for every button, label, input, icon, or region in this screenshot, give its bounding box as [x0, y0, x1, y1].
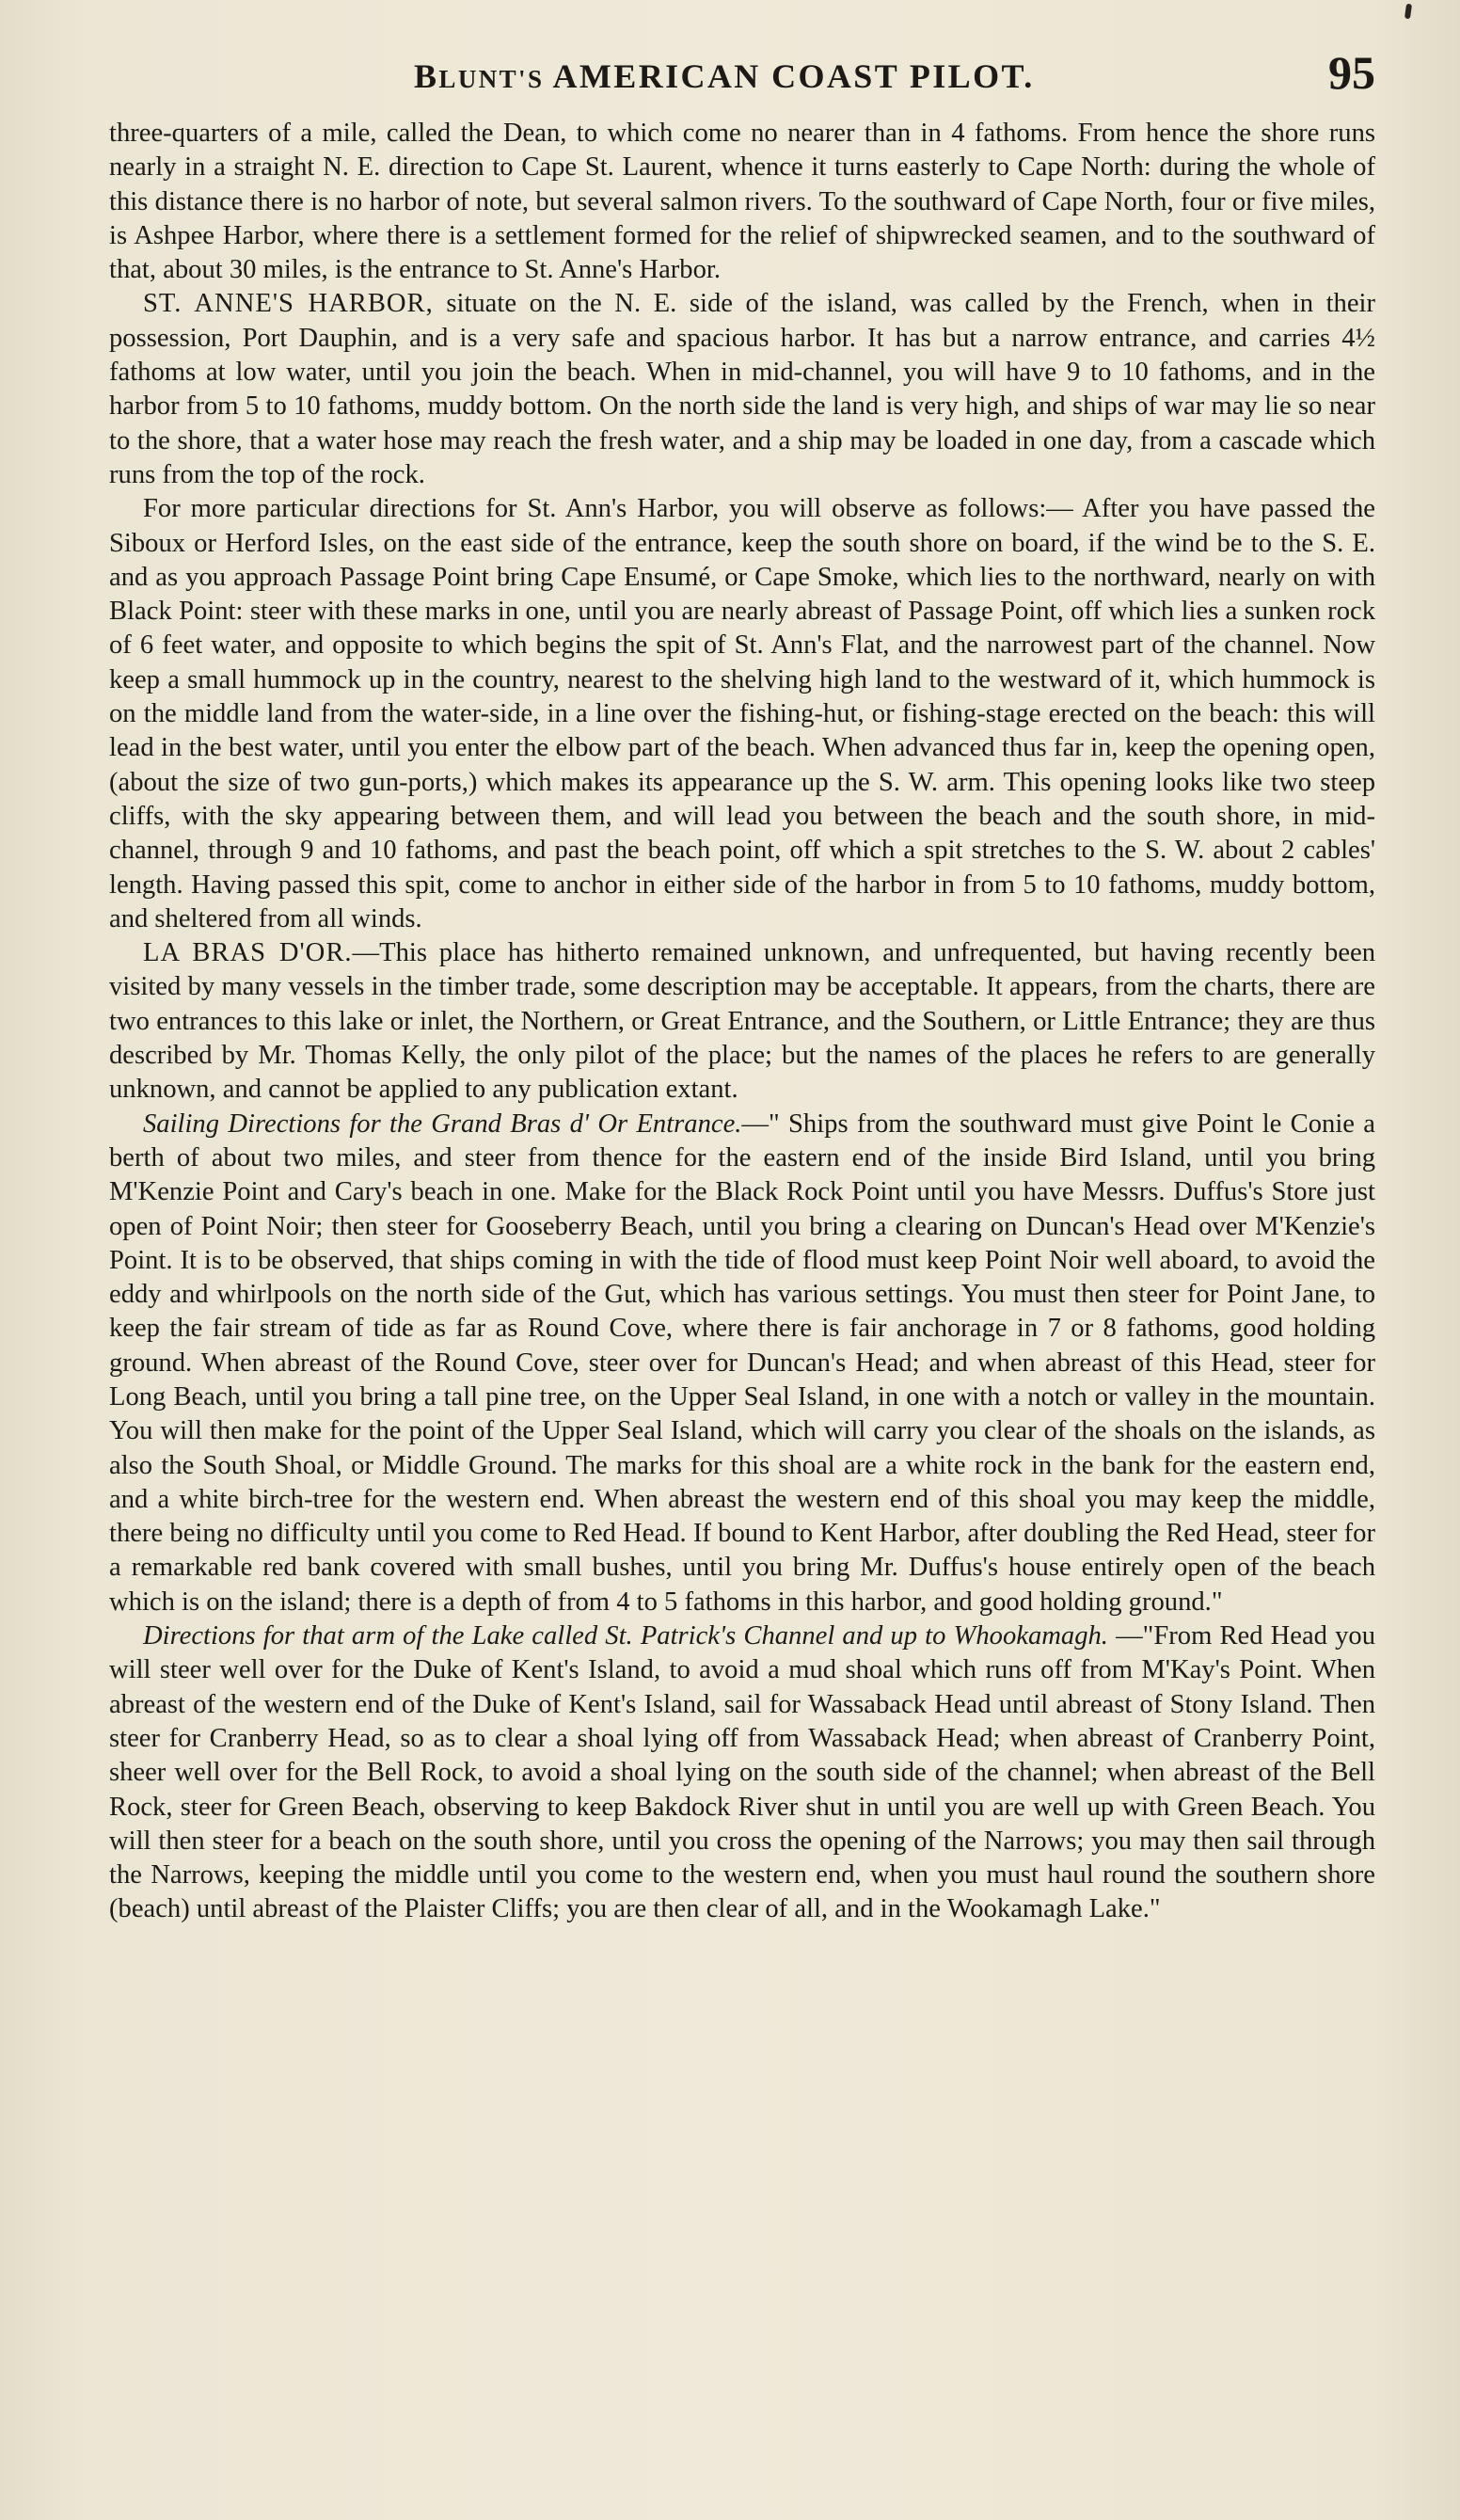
page-header: [109, 45, 1375, 105]
section-heading: ST. ANNE'S HARBOR,: [143, 289, 434, 319]
paragraph-particular-directions: [109, 492, 1375, 936]
paragraph-text: For more particular directions for St. Ann's Harbor, you will observe as follows:— After you have passed the Siboux or Herford Isles, on the east side of the entrance, keep the south shore on board, if the wind be to the S. E. and as you approach Passage Point bring Cape Ensumé, or Cape Smoke, which lies to the northward, nearly on with Black Point: steer with these marks in one, until you are nearly abreast of Passage Point, off which lies a sunken rock of 6 feet water, and opposite to which begins the spit of St. Ann's Flat, and the narrowest part of the channel. Now keep a small hummock up in the country, nearest to the shelving high land to the westward of it, which hummock is on the middle land from the water-side, in a line over the fishing-hut, or fishing-stage erected on the beach: this will lead in the best water, until you enter the elbow part of the beach. When advanced thus far in, keep the opening open,(about the size of two gun-ports,) which makes its appearance up the S. W. arm. This opening looks like two steep cliffs, with the sky appearing between them, and will lead you between the beach and the south shore, in mid-channel, through 9 and 10 fathoms, and past the beach point, off which a spit stretches to the S. W. about 2 cables' length. Having passed this spit, come to anchor in either side of the harbor in from 5 to 10 fathoms, muddy bottom, and sheltered from all winds.: [109, 494, 1375, 933]
paragraph-la-bras-dor: [109, 936, 1375, 1107]
ink-mark: [1404, 4, 1412, 20]
running-head-initial: B: [414, 57, 439, 95]
paragraph-text: three-quarters of a mile, called the Dean, to which come no nearer than in 4 fathoms. From hence the shore runs nearly in a straight N. E. direction to Cape St. Laurent, whence it turns easterly to Cape North: during the whole of this distance there is no harbor of note, but several salmon rivers. To the southward of Cape North, four or five miles, is Ashpee Harbor, where there is a settlement formed for the relief of shipwrecked seamen, and to the southward of that, about 30 miles, is the entrance to St. Anne's Harbor.: [109, 119, 1375, 285]
running-head-small-caps: LUNT'S: [438, 65, 553, 93]
paragraph-text: situate on the N. E. side of the island, was called by the French, when in their possession, Port Dauphin, and is a very safe and spacious harbor. It has but a narrow entrance, and carries 4½ fathoms at low water, until you join the beach. When in mid-channel, you will have 9 to 10 fathoms, and in the harbor from 5 to 10 fathoms, muddy bottom. On the north side the land is very high, and ships of war may lie so near to the shore, that a water hose may reach the fresh water, and a ship may be loaded in one day, from a cascade which runs from the top of the rock.: [109, 289, 1375, 489]
paragraph-sailing-directions: [109, 1108, 1375, 1619]
body-text: [109, 117, 1375, 1927]
running-head: [414, 56, 1035, 96]
italic-heading: Sailing Directions for the Grand Bras d' Or Entrance.: [143, 1108, 742, 1139]
italic-heading: Directions for that arm of the Lake called St. Patrick's Channel and up to Whookamagh.: [143, 1621, 1108, 1651]
paragraph-text: —" Ships from the southward must give Point le Conie a berth of about two miles, and steer from thence for the eastern end of the inside Bird Island, until you bring M'Kenzie Point and Cary's beach in one. Make for the Black Rock Point until you have Messrs. Duffus's Store just open of Point Noir; then steer for Gooseberry Beach, until you bring a clearing on Duncan's Head over M'Kenzie's Point. It is to be observed, that ships coming in with the tide of flood must keep Point Noir well aboard, to avoid the eddy and whirlpools on the north side of the Gut, which has various settings. You must then steer for Point Jane, to keep the fair stream of tide as far as Round Cove, where there is fair anchorage in 7 or 8 fathoms, good holding ground. When abreast of the Round Cove, steer over for Duncan's Head; and when abreast of this Head, steer for Long Beach, until you bring a tall pine tree, on the Upper Seal Island, in one with a notch or valley in the mountain. You will then make for the point of the Upper Seal Island, which will carry you clear of the shoals on the islands, as also the South Shoal, or Middle Ground. The marks for this shoal are a white rock in the bank for the eastern end, and a white birch-tree for the western end. When abreast the western end of this shoal you may keep the middle, there being no difficulty until you come to Red Head. If bound to Kent Harbor, after doubling the Red Head, steer for a remarkable red bank covered with small bushes, until you bring Mr. Duffus's house entirely open of the beach which is on the island; there is a depth of from 4 to 5 fathoms in this harbor, and good holding ground.": [109, 1108, 1375, 1617]
paragraph-dean: [109, 117, 1375, 287]
section-heading: LA BRAS D'OR.: [143, 938, 353, 968]
paragraph-st-patricks-channel: [109, 1619, 1375, 1927]
paragraph-st-annes-harbor: [109, 287, 1375, 492]
paragraph-text: —"From Red Head you will steer well over for the Duke of Kent's Island, to avoid a mud shoal which runs off from M'Kay's Point. When abreast of the western end of the Duke of Kent's Island, sail for Wassaback Head until abreast of Stony Island. Then steer for Cranberry Head, so as to clear a shoal lying off from Wassaback Head; when abreast of Cranberry Point, sheer well over for the Bell Rock, to avoid a shoal lying on the south side of the channel; when abreast of the Bell Rock, steer for Green Beach, observing to keep Bakdock River shut in until you are well up with Green Beach. You will then steer for a beach on the south shore, until you cross the opening of the Narrows; you may then sail through the Narrows, keeping the middle until you come to the western end, when you must haul round the southern shore (beach) until abreast of the Plaister Cliffs; you are then clear of all, and in the Wookamagh Lake.": [109, 1621, 1375, 1924]
page-number: 95: [1328, 46, 1375, 99]
paragraph-text: —This place has hitherto remained unknown, and unfrequented, but having recently been visited by many vessels in the timber trade, some description may be acceptable. It appears, from the charts, there are two entrances to this lake or inlet, the Northern, or Great Entrance, and the Southern, or Little Entrance; they are thus described by Mr. Thomas Kelly, the only pilot of the place; but the names of the places he refers to are generally unknown, and cannot be applied to any publication extant.: [109, 938, 1375, 1105]
running-head-rest: AMERICAN COAST PILOT.: [552, 57, 1035, 95]
